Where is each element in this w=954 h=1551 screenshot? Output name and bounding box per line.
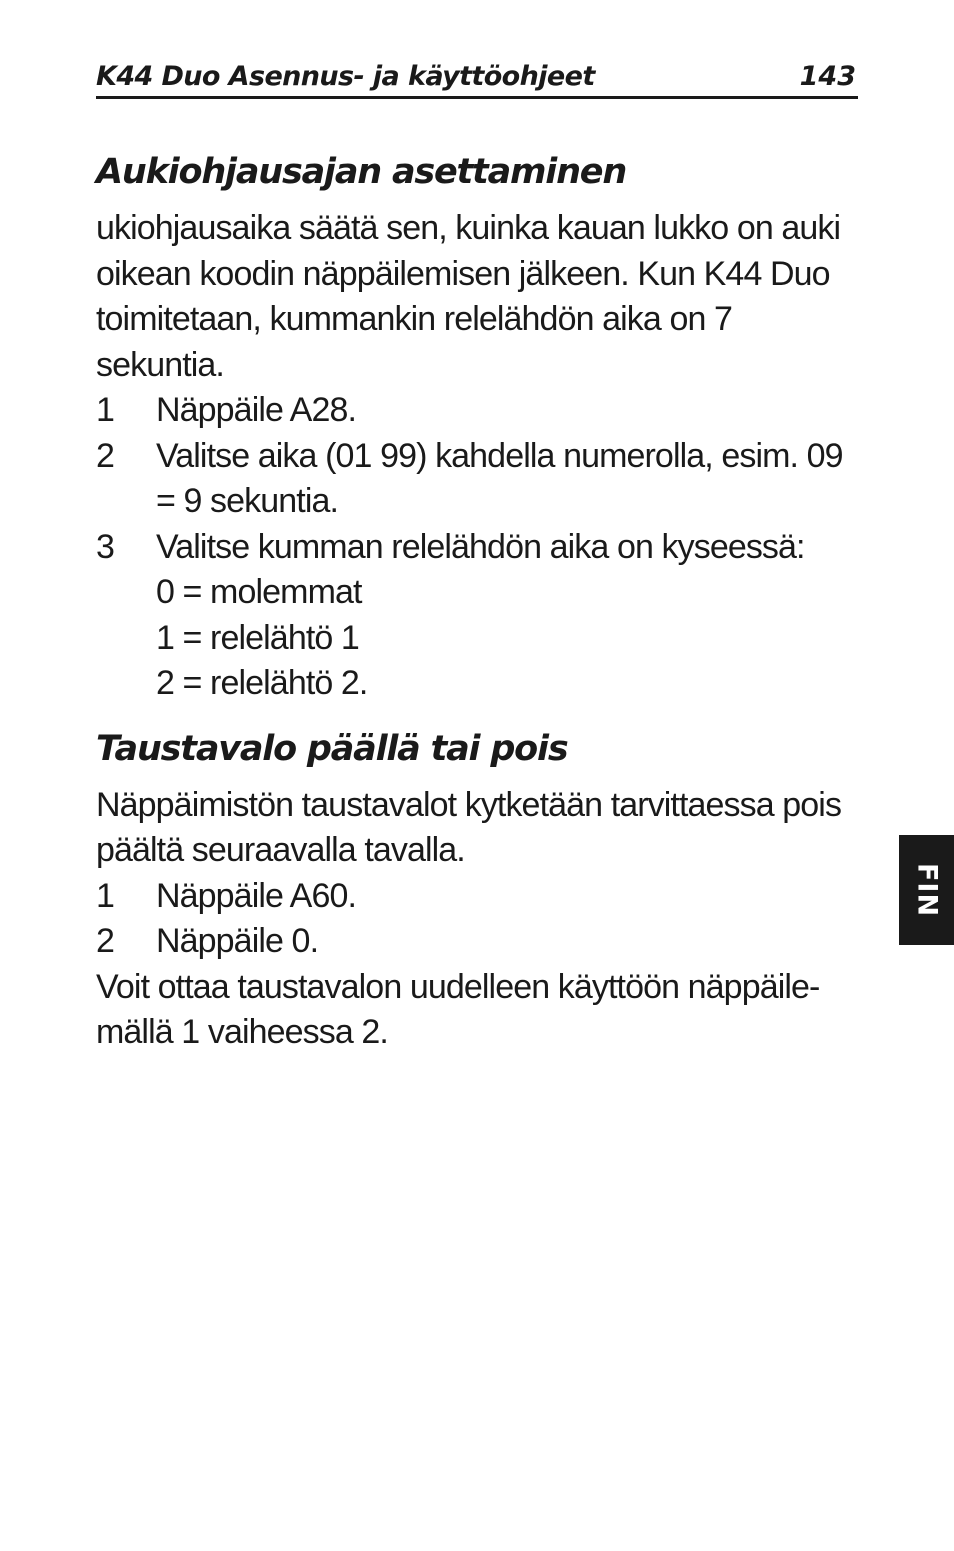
list-item [96,388,858,434]
step-option: 0 = molemmat [156,573,362,611]
page-content [96,148,858,1056]
list-item [96,874,858,920]
step-text: Valitse kumman relelähdön aika on kyseessä: [156,527,805,566]
step-text: Näppäile 0. [156,922,319,960]
language-tab [899,835,954,945]
section-heading-backlight: Taustavalo päällä tai pois [96,728,568,769]
step-number: 1 [96,876,115,915]
step-text: Näppäile A60. [156,876,357,915]
step-number: 2 [96,922,115,960]
step-text: Valitse aika (01 99) kahdella numerolla, esim. 09 = 9 sekuntia. [156,436,843,520]
step-number: 3 [96,527,115,566]
list-item [96,525,858,707]
list-item [96,919,858,965]
steps-list-backlight [96,874,858,965]
section-intro-backlight: Näppäimistön taustavalot kytketään tarvittaessa pois päältä seuraavalla tavalla. [96,785,842,869]
language-tab-label: FIN [911,862,942,918]
step-number: 1 [96,391,115,429]
list-item [96,434,858,525]
step-option: 1 = relelähtö 1 [156,618,359,657]
page-number: 143 [799,61,856,92]
step-text: Näppäile A28. [156,391,357,429]
section-outro-backlight: Voit ottaa taustavalon uudelleen käyttöön näppäile-mällä 1 vaiheessa 2. [96,967,820,1051]
steps-list-open-time [96,388,858,707]
document-title: K44 Duo Asennus- ja käyttöohjeet [96,61,595,92]
step-option: 2 = relelähtö 2. [156,664,368,702]
step-number: 2 [96,436,115,475]
section-intro-open-time: ukiohjausaika säätä sen, kuinka kauan lukko on auki oikean koodin näppäilemisen jälkeen. Kun K44 Duo toimitetaan, kummankin relelähdön aika on 7 sekuntia. [96,209,841,384]
page-header [96,58,858,99]
section-heading-open-time: Aukiohjausajan asettaminen [96,152,627,192]
